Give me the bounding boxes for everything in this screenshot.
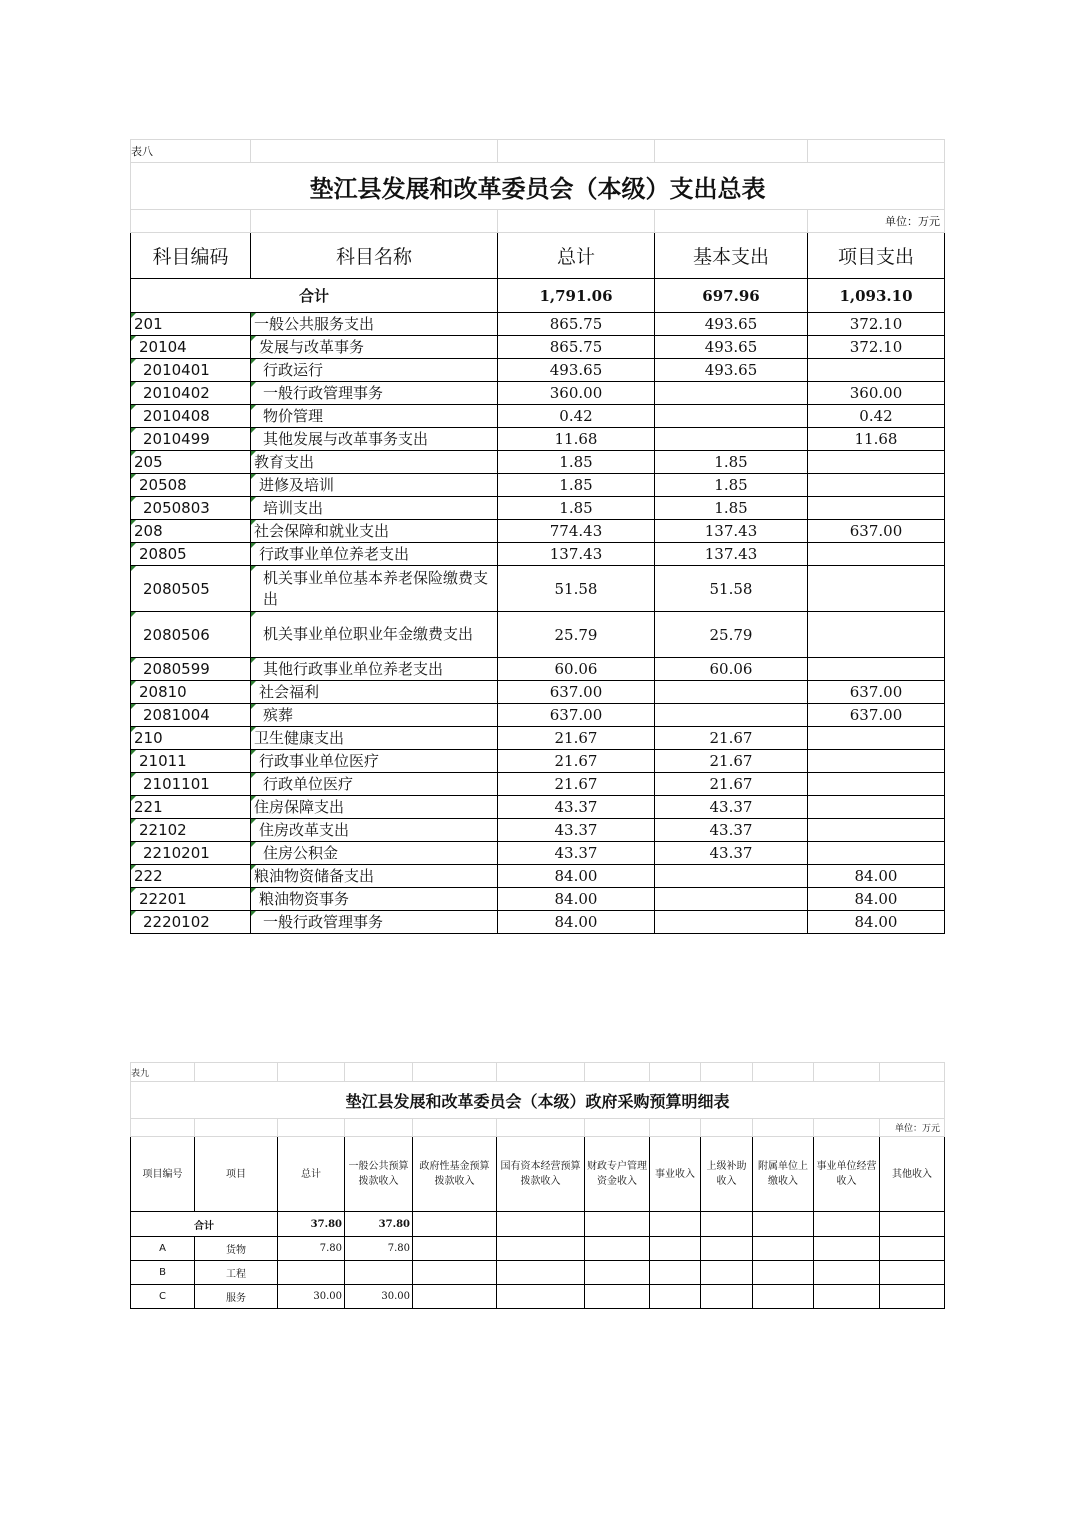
row-project: 637.00: [808, 704, 945, 727]
row-code: 210: [131, 727, 251, 750]
header-name: 科目名称: [251, 233, 498, 279]
row-total: 493.65: [498, 359, 655, 382]
table-row: [131, 681, 945, 704]
row-total: 84.00: [498, 888, 655, 911]
row-name: 粮油物资事务: [251, 888, 498, 911]
row-basic: [655, 681, 808, 704]
empty-cell: [701, 1285, 753, 1309]
row-project: [808, 842, 945, 865]
row-basic: 60.06: [655, 658, 808, 681]
empty-cell: [880, 1261, 945, 1285]
row-project: [808, 727, 945, 750]
header-project: 项目支出: [808, 233, 945, 279]
summary-label: 合计: [131, 1212, 278, 1237]
row-project: [808, 451, 945, 474]
row-project: 372.10: [808, 313, 945, 336]
row-code: 2220102: [131, 911, 251, 934]
row-general: [345, 1261, 413, 1285]
table-row: [131, 658, 945, 681]
table-row: [131, 796, 945, 819]
row-name: 机关事业单位基本养老保险缴费支出: [251, 566, 498, 612]
row-code: 2080505: [131, 566, 251, 612]
empty-cell: [585, 1237, 650, 1261]
row-basic: 21.67: [655, 750, 808, 773]
unit-label: 单位：万元: [808, 210, 945, 233]
table-row: [131, 727, 945, 750]
empty-cell: [413, 1261, 497, 1285]
table-row: [131, 428, 945, 451]
row-name: 发展与改革事务: [251, 336, 498, 359]
row-name: 社会福利: [251, 681, 498, 704]
procurement-budget-table: [130, 1062, 944, 1309]
row-code: 2050803: [131, 497, 251, 520]
table-row: [131, 382, 945, 405]
table-row: [131, 405, 945, 428]
row-project: 84.00: [808, 911, 945, 934]
row-code: 22102: [131, 819, 251, 842]
column-header: 项目编号: [131, 1137, 195, 1212]
row-total: 7.80: [278, 1237, 345, 1261]
row-name: 其他行政事业单位养老支出: [251, 658, 498, 681]
row-code: 208: [131, 520, 251, 543]
row-basic: 493.65: [655, 336, 808, 359]
row-name: 机关事业单位职业年金缴费支出: [251, 612, 498, 658]
row-code: 2081004: [131, 704, 251, 727]
row-total: 43.37: [498, 819, 655, 842]
table-row: [131, 336, 945, 359]
row-code: 2210201: [131, 842, 251, 865]
row-total: [278, 1261, 345, 1285]
row-item: 货物: [195, 1237, 278, 1261]
empty-cell: [814, 1261, 880, 1285]
empty-cell: [814, 1285, 880, 1309]
row-name: 进修及培训: [251, 474, 498, 497]
row-total: 25.79: [498, 612, 655, 658]
row-basic: 25.79: [655, 612, 808, 658]
empty-cell: [753, 1261, 814, 1285]
row-name: 一般公共服务支出: [251, 313, 498, 336]
row-name: 行政运行: [251, 359, 498, 382]
row-code: B: [131, 1261, 195, 1285]
row-code: A: [131, 1237, 195, 1261]
row-basic: 43.37: [655, 819, 808, 842]
table-row: [131, 842, 945, 865]
table-row: [131, 888, 945, 911]
row-code: 21011: [131, 750, 251, 773]
row-total: 84.00: [498, 911, 655, 934]
row-total: 21.67: [498, 750, 655, 773]
row-project: [808, 543, 945, 566]
table-row: [131, 704, 945, 727]
table-row: [131, 819, 945, 842]
column-header: 其他收入: [880, 1137, 945, 1212]
row-name: 住房保障支出: [251, 796, 498, 819]
row-item: 服务: [195, 1285, 278, 1309]
row-code: 221: [131, 796, 251, 819]
table-row: [131, 865, 945, 888]
table-row: [131, 911, 945, 934]
table-row: [131, 750, 945, 773]
column-header: 政府性基金预算拨款收入: [413, 1137, 497, 1212]
row-project: [808, 819, 945, 842]
row-total: 137.43: [498, 543, 655, 566]
row-basic: 43.37: [655, 842, 808, 865]
row-code: C: [131, 1285, 195, 1309]
column-header: 附属单位上缴收入: [753, 1137, 814, 1212]
empty-cell: [650, 1237, 701, 1261]
table-title: 垫江县发展和改革委员会（本级）政府采购预算明细表: [131, 1082, 945, 1119]
row-project: 372.10: [808, 336, 945, 359]
summary-general: 37.80: [345, 1212, 413, 1237]
row-project: 0.42: [808, 405, 945, 428]
empty-cell: [585, 1285, 650, 1309]
row-basic: [655, 911, 808, 934]
row-project: [808, 359, 945, 382]
row-total: 60.06: [498, 658, 655, 681]
empty-cell: [413, 1237, 497, 1261]
empty-cell: [497, 1261, 585, 1285]
row-project: 11.68: [808, 428, 945, 451]
row-name: 社会保障和就业支出: [251, 520, 498, 543]
row-basic: 493.65: [655, 359, 808, 382]
row-basic: [655, 888, 808, 911]
empty-cell: [880, 1237, 945, 1261]
row-code: 2080599: [131, 658, 251, 681]
row-project: 360.00: [808, 382, 945, 405]
row-basic: 43.37: [655, 796, 808, 819]
row-total: 1.85: [498, 474, 655, 497]
table-row: [131, 543, 945, 566]
row-name: 住房改革支出: [251, 819, 498, 842]
row-project: 84.00: [808, 865, 945, 888]
table-row: [131, 1261, 945, 1285]
table-row: [131, 359, 945, 382]
summary-project: 1,093.10: [808, 279, 945, 313]
row-total: 11.68: [498, 428, 655, 451]
row-project: [808, 796, 945, 819]
row-project: [808, 658, 945, 681]
row-code: 22201: [131, 888, 251, 911]
expenditure-summary-table: [130, 139, 944, 934]
unit-label: 单位：万元: [880, 1119, 945, 1137]
row-project: [808, 566, 945, 612]
row-basic: 137.43: [655, 543, 808, 566]
empty-cell: [585, 1261, 650, 1285]
empty-cell: [413, 1285, 497, 1309]
empty-cell: [701, 1261, 753, 1285]
row-name: 培训支出: [251, 497, 498, 520]
row-code: 20508: [131, 474, 251, 497]
header-code: 科目编码: [131, 233, 251, 279]
column-header: 财政专户管理资金收入: [585, 1137, 650, 1212]
empty-cell: [753, 1237, 814, 1261]
table-row: [131, 773, 945, 796]
row-total: 21.67: [498, 727, 655, 750]
header-total: 总计: [498, 233, 655, 279]
row-project: 84.00: [808, 888, 945, 911]
column-header: 总计: [278, 1137, 345, 1212]
row-basic: [655, 405, 808, 428]
row-basic: [655, 865, 808, 888]
row-name: 卫生健康支出: [251, 727, 498, 750]
row-project: [808, 773, 945, 796]
row-total: 774.43: [498, 520, 655, 543]
table-title: 垫江县发展和改革委员会（本级）支出总表: [131, 163, 945, 210]
row-total: 0.42: [498, 405, 655, 428]
summary-basic: 697.96: [655, 279, 808, 313]
table-row: [131, 612, 945, 658]
table-row: [131, 1285, 945, 1309]
row-total: 637.00: [498, 704, 655, 727]
empty-cell: [497, 1285, 585, 1309]
summary-label: 合计: [131, 279, 498, 313]
row-basic: 137.43: [655, 520, 808, 543]
row-name: 一般行政管理事务: [251, 382, 498, 405]
row-total: 43.37: [498, 796, 655, 819]
table-row: [131, 520, 945, 543]
row-total: 30.00: [278, 1285, 345, 1309]
row-code: 2010401: [131, 359, 251, 382]
column-header: 一般公共预算拨款收入: [345, 1137, 413, 1212]
empty-cell: [701, 1237, 753, 1261]
row-name: 行政事业单位医疗: [251, 750, 498, 773]
row-code: 205: [131, 451, 251, 474]
row-project: [808, 474, 945, 497]
row-total: 1.85: [498, 497, 655, 520]
empty-cell: [497, 1237, 585, 1261]
row-general: 7.80: [345, 1237, 413, 1261]
row-total: 865.75: [498, 336, 655, 359]
row-total: 360.00: [498, 382, 655, 405]
row-code: 20810: [131, 681, 251, 704]
column-header: 国有资本经营预算拨款收入: [497, 1137, 585, 1212]
summary-total: 37.80: [278, 1212, 345, 1237]
row-total: 1.85: [498, 451, 655, 474]
empty-cell: [650, 1261, 701, 1285]
row-code: 2101101: [131, 773, 251, 796]
table-row: [131, 451, 945, 474]
row-project: 637.00: [808, 681, 945, 704]
empty-cell: [650, 1285, 701, 1309]
row-project: [808, 497, 945, 520]
row-name: 行政单位医疗: [251, 773, 498, 796]
row-total: 865.75: [498, 313, 655, 336]
table-tag: 表九: [131, 1063, 195, 1082]
row-code: 2010499: [131, 428, 251, 451]
row-project: [808, 612, 945, 658]
row-basic: 493.65: [655, 313, 808, 336]
summary-total: 1,791.06: [498, 279, 655, 313]
table-row: [131, 566, 945, 612]
row-code: 201: [131, 313, 251, 336]
row-basic: [655, 704, 808, 727]
row-name: 行政事业单位养老支出: [251, 543, 498, 566]
header-basic: 基本支出: [655, 233, 808, 279]
column-header: 上级补助收入: [701, 1137, 753, 1212]
column-header: 事业单位经营收入: [814, 1137, 880, 1212]
row-total: 21.67: [498, 773, 655, 796]
table-tag: 表八: [131, 140, 251, 163]
table-row: [131, 313, 945, 336]
empty-cell: [814, 1237, 880, 1261]
empty-cell: [753, 1285, 814, 1309]
row-basic: 1.85: [655, 451, 808, 474]
row-basic: [655, 428, 808, 451]
row-project: 637.00: [808, 520, 945, 543]
row-code: 2080506: [131, 612, 251, 658]
table-row: [131, 474, 945, 497]
row-code: 222: [131, 865, 251, 888]
row-name: 住房公积金: [251, 842, 498, 865]
row-name: 其他发展与改革事务支出: [251, 428, 498, 451]
row-total: 43.37: [498, 842, 655, 865]
row-basic: 21.67: [655, 727, 808, 750]
row-code: 20104: [131, 336, 251, 359]
row-item: 工程: [195, 1261, 278, 1285]
table-row: [131, 497, 945, 520]
table-row: [131, 1237, 945, 1261]
row-basic: [655, 382, 808, 405]
row-basic: 51.58: [655, 566, 808, 612]
row-name: 一般行政管理事务: [251, 911, 498, 934]
row-basic: 1.85: [655, 474, 808, 497]
row-name: 殡葬: [251, 704, 498, 727]
row-name: 粮油物资储备支出: [251, 865, 498, 888]
empty-cell: [880, 1285, 945, 1309]
column-header: 项目: [195, 1137, 278, 1212]
row-total: 84.00: [498, 865, 655, 888]
row-name: 物价管理: [251, 405, 498, 428]
row-name: 教育支出: [251, 451, 498, 474]
row-total: 637.00: [498, 681, 655, 704]
row-basic: 21.67: [655, 773, 808, 796]
row-code: 2010402: [131, 382, 251, 405]
row-code: 20805: [131, 543, 251, 566]
column-header: 事业收入: [650, 1137, 701, 1212]
row-total: 51.58: [498, 566, 655, 612]
row-code: 2010408: [131, 405, 251, 428]
row-project: [808, 750, 945, 773]
row-basic: 1.85: [655, 497, 808, 520]
row-general: 30.00: [345, 1285, 413, 1309]
